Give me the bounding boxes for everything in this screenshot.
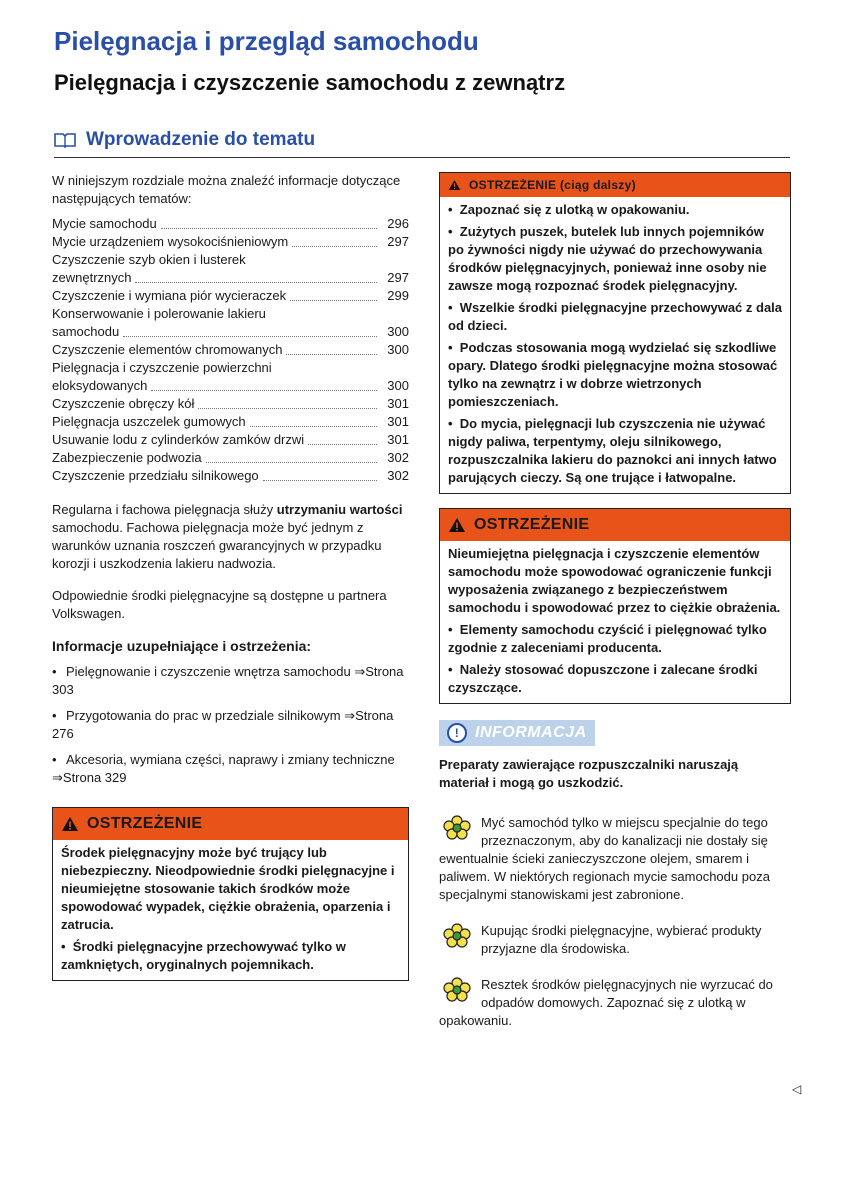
toc-row[interactable]: [52, 395, 409, 413]
toc-label: Zabezpieczenie podwozia: [52, 450, 202, 465]
information-text: Preparaty zawierające rozpuszczalniki naruszają materiał i mogą go uszkodzić.: [439, 757, 739, 790]
toc-page: 300: [387, 342, 409, 357]
toc-row[interactable]: [52, 341, 409, 359]
warning-header: [440, 173, 790, 197]
book-icon: [54, 132, 76, 148]
warning-box: [439, 508, 791, 704]
list-item: • Wszelkie środki pielęgnacyjne przechowywać z dala od dzieci.: [448, 300, 783, 333]
warning-box: [52, 807, 409, 981]
toc-label: Mycie samochodu: [52, 216, 157, 231]
table-of-contents: [52, 215, 409, 485]
information-label: INFORMACJA: [475, 724, 587, 741]
eco-note: Resztek środków pielęgnacyjnych nie wyrzucać do odpadów domowych. Zapoznać się z ulotką w opakowaniu.: [439, 977, 773, 1028]
environment-flower-icon: [439, 922, 475, 950]
toc-row[interactable]: [52, 251, 409, 287]
toc-label: Czyszczenie elementów chromowanych: [52, 342, 283, 357]
warning-box-continued: [439, 172, 791, 494]
eco-note: Myć samochód tylko w miejscu specjalnie do tego przeznaczonym, aby do kanalizacji nie dostały się ewentualnie ścieki zanieczyszczone olejem, smarem i paliwem. W niektórych regionach mycie samochodu poza specjalnymi stanowiskami jest zabronione.: [439, 815, 770, 902]
toc-label: samochodu: [52, 324, 120, 339]
toc-row[interactable]: [52, 467, 409, 485]
toc-label: Usuwanie lodu z cylinderków zamków drzwi: [52, 432, 305, 447]
toc-page: 302: [387, 450, 409, 465]
warning-label: OSTRZEŻENIE: [474, 516, 590, 533]
body-paragraph: Regularna i fachowa pielęgnacja służy utrzymaniu wartości samochodu. Fachowa pielęgnacja może być jednym z warunków uznania roszczeń gwarancyjnych w przypadku korozji i uszkodzenia lakieru nadwozia.: [52, 502, 403, 571]
toc-page: 299: [387, 288, 409, 303]
info-heading: Informacje uzupełniające i ostrzeżenia:: [52, 638, 312, 654]
list-item: • Środki pielęgnacyjne przechowywać tylko w zamkniętych, oryginalnych pojemnikach.: [61, 939, 346, 972]
environment-flower-icon: [439, 976, 475, 1004]
eco-note: Kupując środki pielęgnacyjne, wybierać produkty przyjazne dla środowiska.: [439, 922, 791, 958]
toc-label: zewnętrznych: [52, 270, 132, 285]
body-paragraph: Odpowiednie środki pielęgnacyjne są dostępne u partnera Volkswagen.: [52, 588, 387, 621]
list-item[interactable]: • Przygotowania do prac w przedziale silnikowym ⇒Strona 276: [52, 708, 394, 741]
toc-row[interactable]: [52, 287, 409, 305]
list-item: • Zużytych puszek, butelek lub innych pojemników po żywności nigdy nie używać do przechowywania środków pielęgnacyjnych, ponieważ inne osoby nie zawsze mogą rozpoznać środek pielęgnacyjny.: [448, 224, 767, 293]
toc-page: 301: [387, 414, 409, 429]
warning-header: [53, 808, 408, 840]
toc-page: 301: [387, 396, 409, 411]
toc-row[interactable]: [52, 215, 409, 233]
warning-header: [440, 509, 790, 541]
warning-label: OSTRZEŻENIE (ciąg dalszy): [469, 178, 636, 192]
toc-row[interactable]: [52, 413, 409, 431]
toc-page: 301: [387, 432, 409, 447]
toc-label: Czyszczenie i wymiana piór wycieraczek: [52, 288, 287, 303]
toc-page: 300: [387, 324, 409, 339]
toc-label: Czyszczenie obręczy kół: [52, 396, 195, 411]
list-item: • Zapoznać się z ulotką w opakowaniu.: [448, 202, 690, 217]
toc-label: Mycie urządzeniem wysokociśnieniowym: [52, 234, 289, 249]
toc-row[interactable]: [52, 431, 409, 449]
information-badge: [439, 720, 595, 746]
warning-triangle-icon: [61, 816, 79, 832]
toc-label: Pielęgnacja i czyszczenie powierzchni: [52, 360, 272, 375]
list-item: • Do mycia, pielęgnacji lub czyszczenia nie używać nigdy paliwa, terpentymy, oleju silnikowego, rozpuszczalnika lakieru do paznokci ani innych łatwo parujących cieczy. Są one trujące i łatwopalne.: [448, 416, 777, 485]
section-title: Wprowadzenie do tematu: [86, 129, 316, 150]
intro-text: W niniejszym rozdziale można znaleźć informacje dotyczące następujących tematów:: [52, 173, 401, 206]
page-subtitle: Pielęgnacja i czyszczenie samochodu z zewnątrz: [54, 70, 566, 95]
left-column: [52, 172, 409, 981]
toc-row[interactable]: [52, 359, 409, 395]
toc-label: Konserwowanie i polerowanie lakieru: [52, 306, 266, 321]
toc-row[interactable]: [52, 305, 409, 341]
warning-triangle-icon: [448, 517, 466, 533]
toc-page: 297: [387, 270, 409, 285]
end-of-section-arrow-icon: ◁: [792, 1082, 802, 1096]
toc-label: Czyszczenie przedziału silnikowego: [52, 468, 259, 483]
list-item[interactable]: • Akcesoria, wymiana części, naprawy i zmiany techniczne ⇒Strona 329: [52, 752, 395, 785]
toc-label: Czyszczenie szyb okien i lusterek: [52, 252, 246, 267]
list-item: • Należy stosować dopuszczone i zalecane środki czyszczące.: [448, 662, 758, 695]
list-item: • Podczas stosowania mogą wydzielać się szkodliwe opary. Dlatego środki pielęgnacyjne można stosować tylko na zewnątrz i w dobrze wietrzonych pomieszczeniach.: [448, 340, 778, 409]
toc-page: 300: [387, 378, 409, 393]
toc-label: Pielęgnacja uszczelek gumowych: [52, 414, 246, 429]
toc-label: eloksydowanych: [52, 378, 148, 393]
warning-text: Nieumiejętna pielęgnacja i czyszczenie elementów samochodu może spowodować ograniczenie funkcji wyposażenia związanego z bezpieczeństwem samochodu i spowodować przez to ciężkie obrażenia.: [448, 546, 781, 615]
toc-page: 302: [387, 468, 409, 483]
toc-row[interactable]: [52, 233, 409, 251]
warning-text: Środek pielęgnacyjny może być trujący lub niebezpieczny. Nieodpowiednie środki pielęgnacyjne i nieumiejętne stosowanie takich środków może spowodować wypadek, ciężkie obrażenia, oparzenia i zatrucia.: [61, 845, 395, 932]
list-item: • Elementy samochodu czyścić i pielęgnować tylko zgodnie z zaleceniami producenta.: [448, 622, 767, 655]
environment-flower-icon: [439, 814, 475, 842]
toc-row[interactable]: [52, 449, 409, 467]
toc-page: 297: [387, 234, 409, 249]
right-column: [439, 172, 791, 1030]
warning-triangle-icon: [448, 179, 461, 191]
info-circle-icon: !: [447, 723, 467, 743]
section-heading: [54, 127, 790, 158]
warning-label: OSTRZEŻENIE: [87, 815, 203, 832]
page-title: Pielęgnacja i przegląd samochodu: [54, 26, 479, 56]
toc-page: 296: [387, 216, 409, 231]
list-item[interactable]: • Pielęgnowanie i czyszczenie wnętrza samochodu ⇒Strona 303: [52, 664, 404, 697]
